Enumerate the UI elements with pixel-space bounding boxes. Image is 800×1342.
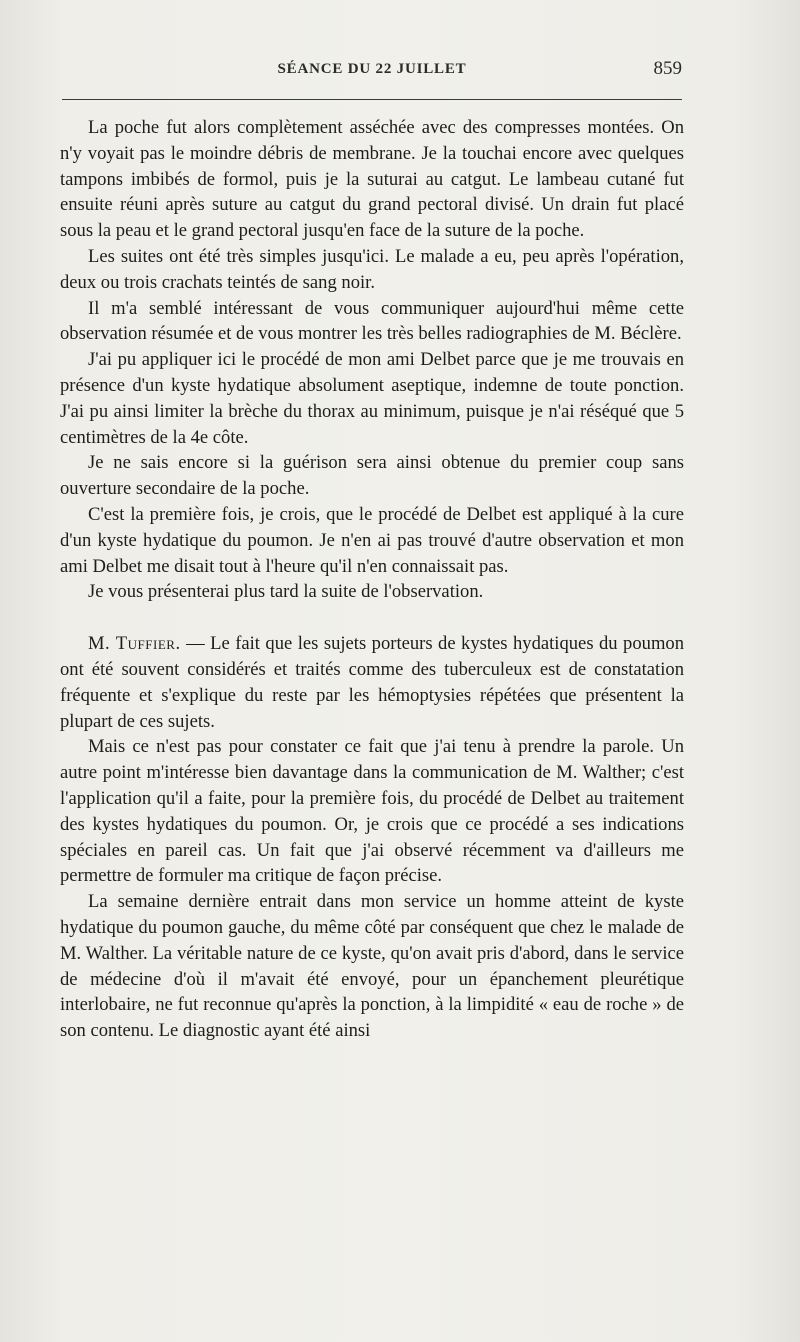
page-header bbox=[60, 58, 684, 88]
tuffier-text: — Le fait que les sujets porteurs de kystes hydatiques du poumon ont été souvent considérés et traités comme des tuberculeux est de constatation fréquente et s'explique du reste par les hémoptysies répétées que présentent la plupart de ces sujets. bbox=[60, 633, 685, 732]
running-title: SÉANCE DU 22 JUILLET bbox=[277, 61, 467, 77]
speaker-name: M. Tuffier. bbox=[88, 633, 181, 655]
paragraph: Les suites ont été très simples jusqu'ici. Le malade a eu, peu après l'opération, deux ou trois crachats teintés de sang noir. bbox=[60, 245, 684, 293]
paragraph: La semaine dernière entrait dans mon service un homme atteint de kyste hydatique du poumon gauche, du même côté par conséquent que chez le malade de M. Walther. La véritable nature de ce kyste, qu'on avait pris d'abord, dans le service de médecine d'où il m'avait été envoyé, pour un épanchement pleurétique interlobaire, ne fut reconnue qu'après la ponction, à la limpidité « eau de roche » de son contenu. Le diagnostic ayant été ainsi bbox=[60, 891, 684, 1042]
tuffier-paragraph bbox=[60, 631, 684, 734]
paragraph: Il m'a semblé intéressant de vous communiquer aujourd'hui même cette observation résumée et de vous montrer les très belles radiographies de M. Béclère. bbox=[60, 297, 684, 345]
paragraph: Je ne sais encore si la guérison sera ainsi obtenue du premier coup sans ouverture secondaire de la poche. bbox=[60, 452, 684, 500]
page-number: 859 bbox=[653, 58, 682, 79]
body-text bbox=[60, 115, 684, 1044]
paragraph: J'ai pu appliquer ici le procédé de mon ami Delbet parce que je me trouvais en présence d'un kyste hydatique absolument aseptique, indemne de toute ponction. J'ai pu ainsi limiter la brèche du thorax au minimum, puisque je n'ai réséqué que 5 centimètres de la 4e côte. bbox=[60, 349, 684, 448]
paragraph: Je vous présenterai plus tard la suite de l'observation. bbox=[88, 581, 484, 603]
paragraph: Mais ce n'est pas pour constater ce fait que j'ai tenu à prendre la parole. Un autre point m'intéresse bien davantage dans la communication de M. Walther; c'est l'application qu'il a faite, pour la première fois, du procédé de Delbet au traitement des kystes hydatiques du poumon. Or, je crois que ce procédé a ses indications spéciales en pareil cas. Un fait que j'ai observé récemment va d'ailleurs me permettre de formuler ma critique de façon précise. bbox=[60, 736, 684, 887]
paragraph: C'est la première fois, je crois, que le procédé de Delbet est appliqué à la cure d'un kyste hydatique du poumon. Je n'en ai pas trouvé d'autre observation et mon ami Delbet me disait tout à l'heure qu'il n'en connaissait pas. bbox=[60, 503, 684, 577]
header-rule bbox=[62, 99, 682, 100]
paragraph: La poche fut alors complètement asséchée avec des compresses montées. On n'y voyait pas le moindre débris de membrane. Je la touchai encore avec quelques tampons imbibés de formol, puis je la suturai au catgut. Le lambeau cutané fut ensuite réuni après suture au catgut du grand pectoral divisé. Un drain fut placé sous la peau et le grand pectoral jusqu'en face de la suture de la poche. bbox=[60, 117, 684, 242]
